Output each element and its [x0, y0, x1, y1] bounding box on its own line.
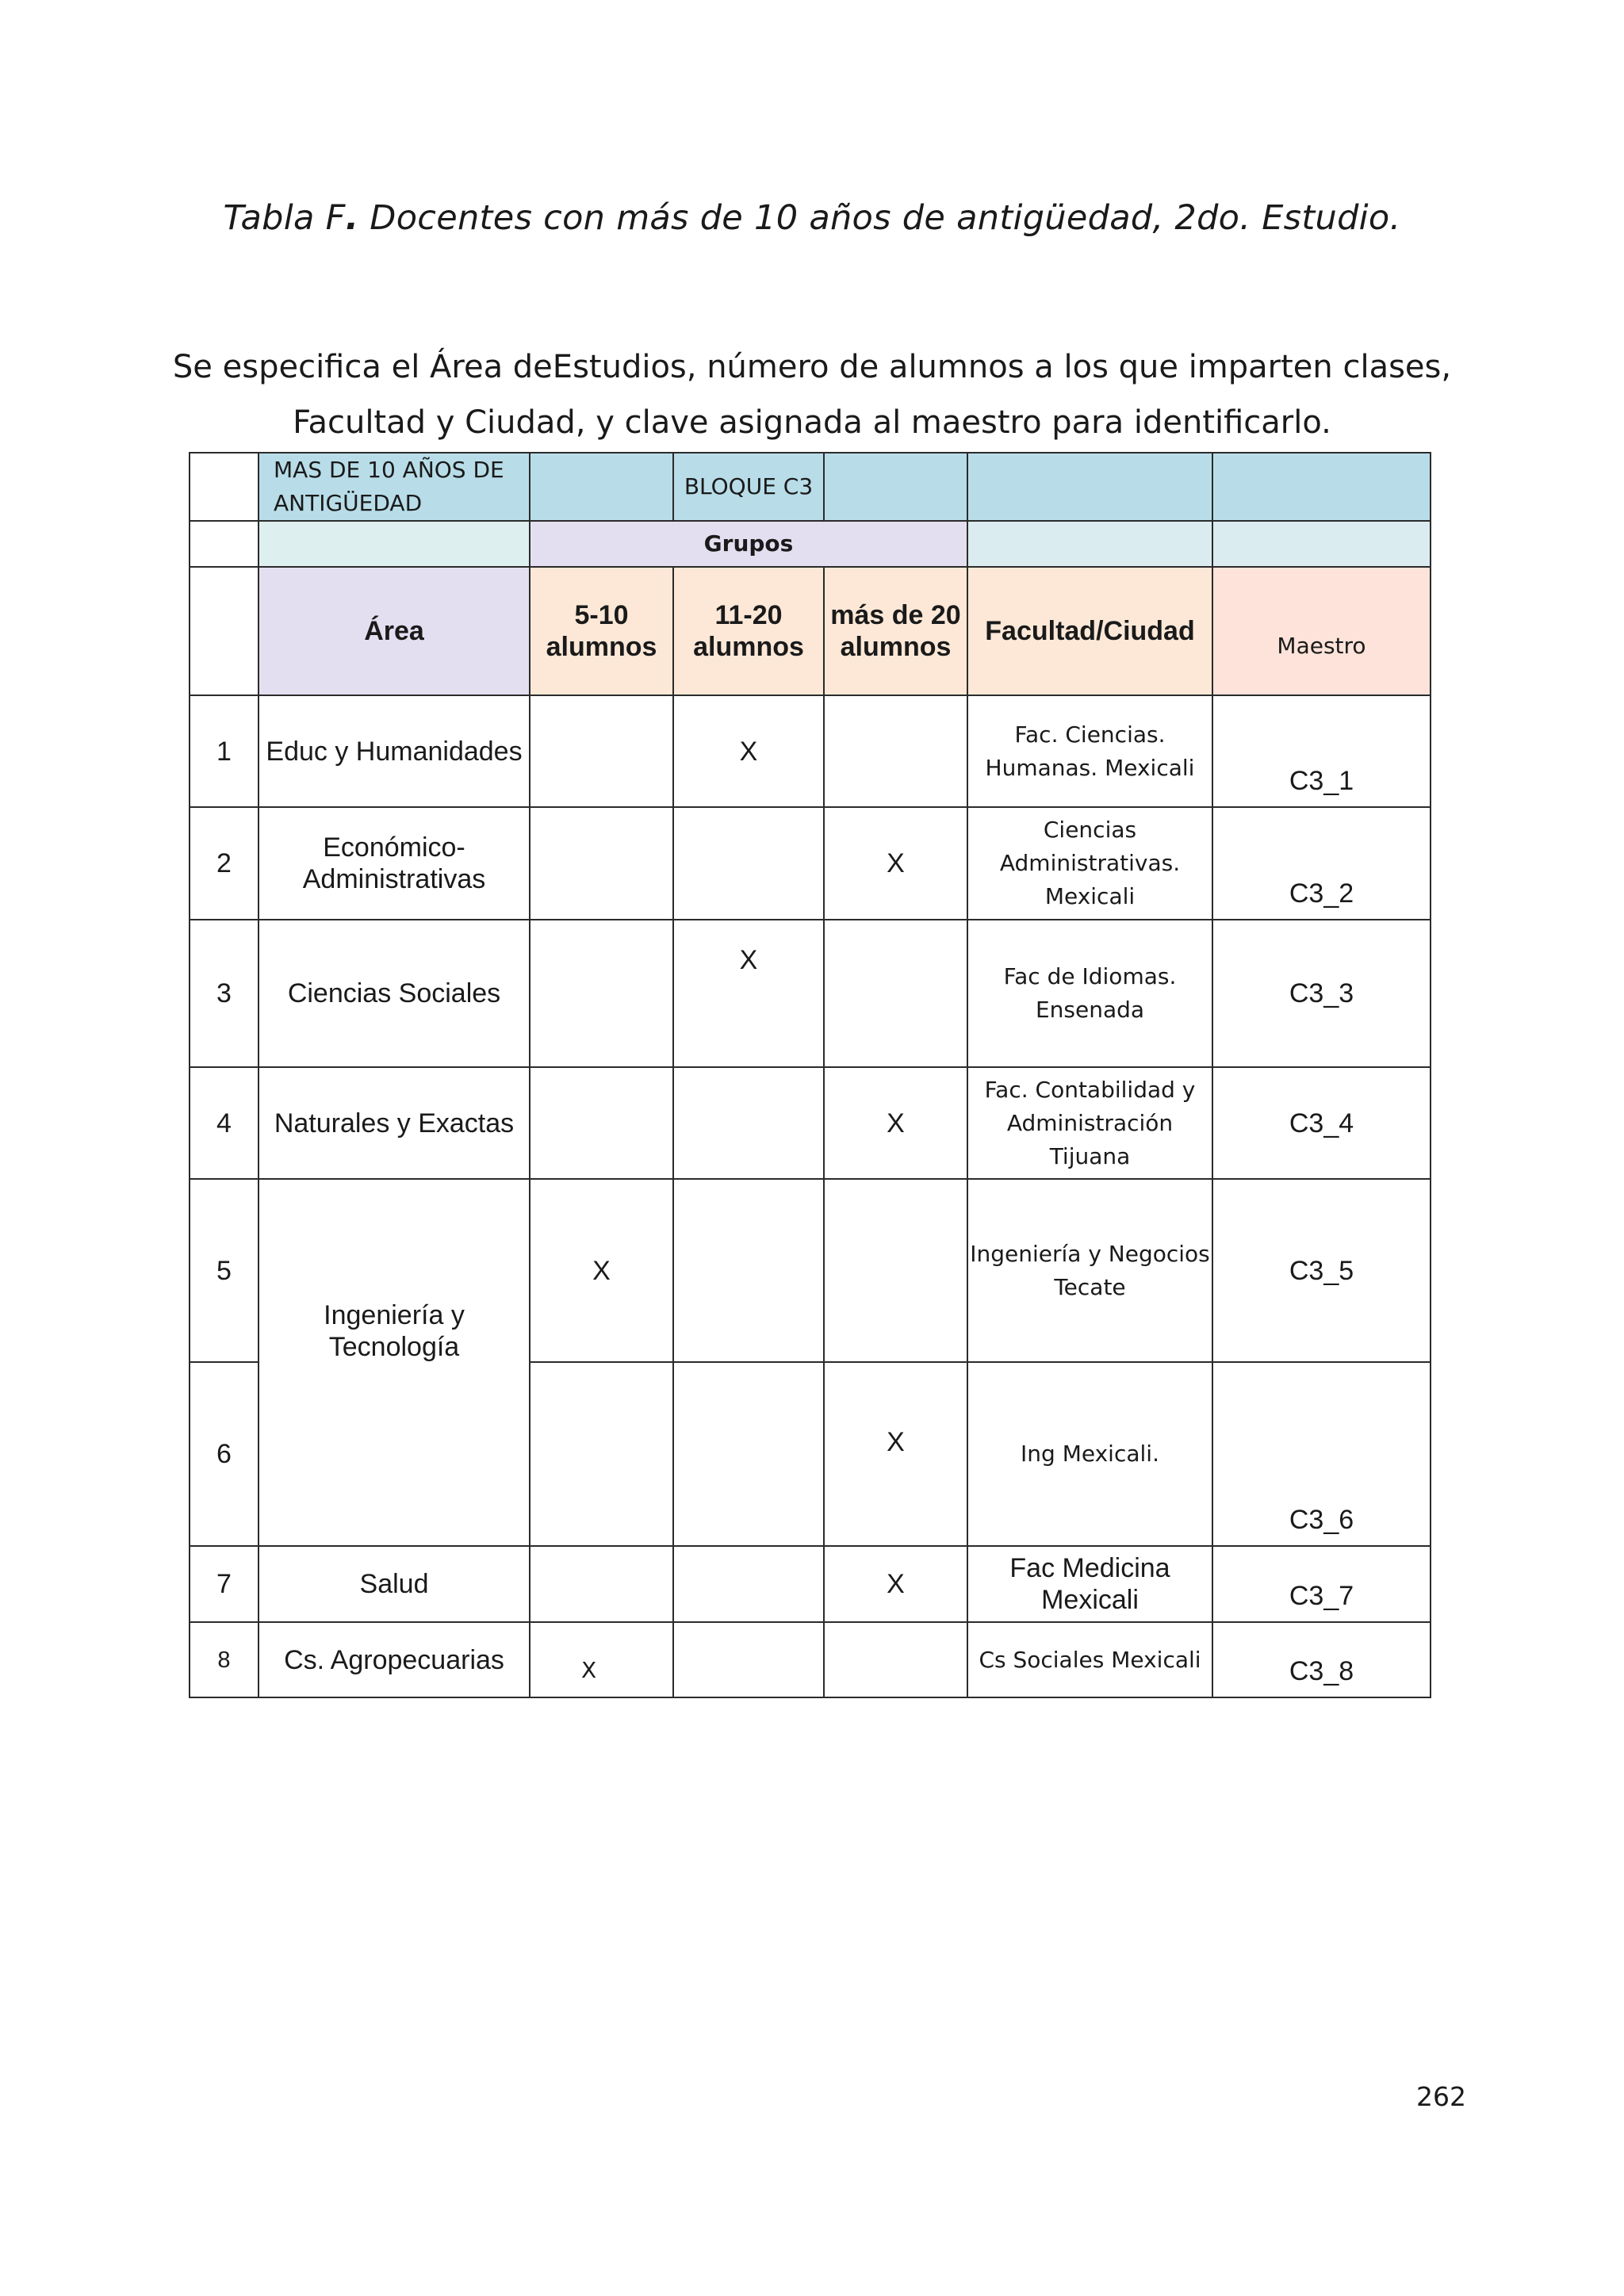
caption-prefix: Tabla F — [223, 198, 346, 238]
row-number: 2 — [190, 807, 259, 920]
group-11-20-cell: X — [673, 920, 824, 1067]
row-number: 3 — [190, 920, 259, 1067]
table-row — [190, 1622, 1431, 1697]
group-mas-20-cell: X — [824, 1067, 967, 1179]
row-number: 5 — [190, 1179, 259, 1362]
header-blank-cell — [259, 521, 530, 567]
facultad-cell: Fac de Idiomas. Ensenada — [967, 920, 1212, 1067]
table-row — [190, 1179, 1431, 1362]
facultad-cell: Ing Mexicali. — [967, 1362, 1212, 1546]
group-mas-20-cell — [824, 920, 967, 1067]
group-5-10-cell — [530, 920, 673, 1067]
group-11-20-cell — [673, 1067, 824, 1179]
table-row — [190, 1067, 1431, 1179]
table-caption — [0, 198, 1624, 238]
data-table — [189, 452, 1431, 1698]
header-blank-cell — [1212, 453, 1431, 521]
header-blank-cell — [1212, 521, 1431, 567]
description-line-2: Facultad y Ciudad, y clave asignada al maestro para identificarlo. — [293, 404, 1331, 441]
maestro-cell: C3_1 — [1212, 695, 1431, 807]
maestro-cell: C3_8 — [1212, 1622, 1431, 1697]
header-blank-cell — [967, 521, 1212, 567]
group-mas-20-cell — [824, 1622, 967, 1697]
description-line-1: Se especifica el Área deEstudios, número de alumnos a los que imparten clases, — [172, 349, 1452, 385]
group-11-20-cell — [673, 1622, 824, 1697]
caption-text: Docentes con más de 10 años de antigüedad, 2do. Estudio. — [358, 198, 1401, 238]
area-cell: Cs. Agropecuarias — [259, 1622, 530, 1697]
facultad-cell: Fac. Contabilidad y Administración Tijuana — [967, 1067, 1212, 1179]
page-number: 262 — [1416, 2081, 1466, 2112]
group-5-10-cell: X — [530, 1179, 673, 1362]
group-mas-20-cell: X — [824, 1362, 967, 1546]
area-header: Área — [259, 567, 530, 695]
table-row — [190, 1546, 1431, 1622]
grupos-label: Grupos — [530, 521, 967, 567]
facultad-cell: Fac. Ciencias. Humanas. Mexicali — [967, 695, 1212, 807]
header-empty-cell — [190, 453, 259, 521]
maestro-cell: C3_6 — [1212, 1362, 1431, 1546]
caption-dot: . — [345, 198, 359, 238]
area-cell: Ciencias Sociales — [259, 920, 530, 1067]
facultad-header: Facultad/Ciudad — [967, 567, 1212, 695]
maestro-cell: C3_7 — [1212, 1546, 1431, 1622]
area-cell: Económico-Administrativas — [259, 807, 530, 920]
facultad-cell: Fac Medicina Mexicali — [967, 1546, 1212, 1622]
group-11-20-cell — [673, 807, 824, 920]
header-row-2 — [190, 521, 1431, 567]
area-cell: Naturales y Exactas — [259, 1067, 530, 1179]
maestro-header: Maestro — [1212, 567, 1431, 695]
group-5-10-cell — [530, 1362, 673, 1546]
header-empty-cell — [190, 567, 259, 695]
table-row — [190, 695, 1431, 807]
facultad-cell: Cs Sociales Mexicali — [967, 1622, 1212, 1697]
header-row-1 — [190, 453, 1431, 521]
group-mas-20-cell — [824, 1179, 967, 1362]
maestro-cell: C3_5 — [1212, 1179, 1431, 1362]
facultad-cell: Ingeniería y Negocios Tecate — [967, 1179, 1212, 1362]
maestro-cell: C3_2 — [1212, 807, 1431, 920]
group-mas-20-cell: X — [824, 807, 967, 920]
bloque-label: BLOQUE C3 — [673, 453, 824, 521]
area-cell: Salud — [259, 1546, 530, 1622]
group-11-20-cell — [673, 1546, 824, 1622]
area-cell: Educ y Humanidades — [259, 695, 530, 807]
header-blank-cell — [967, 453, 1212, 521]
maestro-cell: C3_4 — [1212, 1067, 1431, 1179]
group-11-20-cell: X — [673, 695, 824, 807]
area-cell: Ingeniería y Tecnología — [259, 1179, 530, 1546]
group-11-20-cell — [673, 1179, 824, 1362]
header-blank-cell — [824, 453, 967, 521]
group-mas-20-header: más de 20 alumnos — [824, 567, 967, 695]
group-5-10-cell — [530, 807, 673, 920]
header-blank-cell — [530, 453, 673, 521]
group-5-10-cell — [530, 1546, 673, 1622]
group-5-10-cell — [530, 1067, 673, 1179]
row-number: 6 — [190, 1362, 259, 1546]
row-number: 8 — [190, 1622, 259, 1697]
group-mas-20-cell: X — [824, 1546, 967, 1622]
group-mas-20-cell — [824, 695, 967, 807]
header-row-3 — [190, 567, 1431, 695]
row-number: 1 — [190, 695, 259, 807]
header-empty-cell — [190, 521, 259, 567]
group-5-10-cell — [530, 695, 673, 807]
facultad-cell: Ciencias Administrativas. Mexicali — [967, 807, 1212, 920]
maestro-cell: C3_3 — [1212, 920, 1431, 1067]
table-row — [190, 920, 1431, 1067]
antiguedad-title: MAS DE 10 AÑOS DE ANTIGÜEDAD — [259, 453, 530, 521]
table-row — [190, 807, 1431, 920]
row-number: 4 — [190, 1067, 259, 1179]
table-description — [0, 339, 1624, 450]
group-5-10-header: 5-10 alumnos — [530, 567, 673, 695]
group-5-10-cell: X — [530, 1622, 673, 1697]
group-11-20-header: 11-20 alumnos — [673, 567, 824, 695]
row-number: 7 — [190, 1546, 259, 1622]
group-11-20-cell — [673, 1362, 824, 1546]
